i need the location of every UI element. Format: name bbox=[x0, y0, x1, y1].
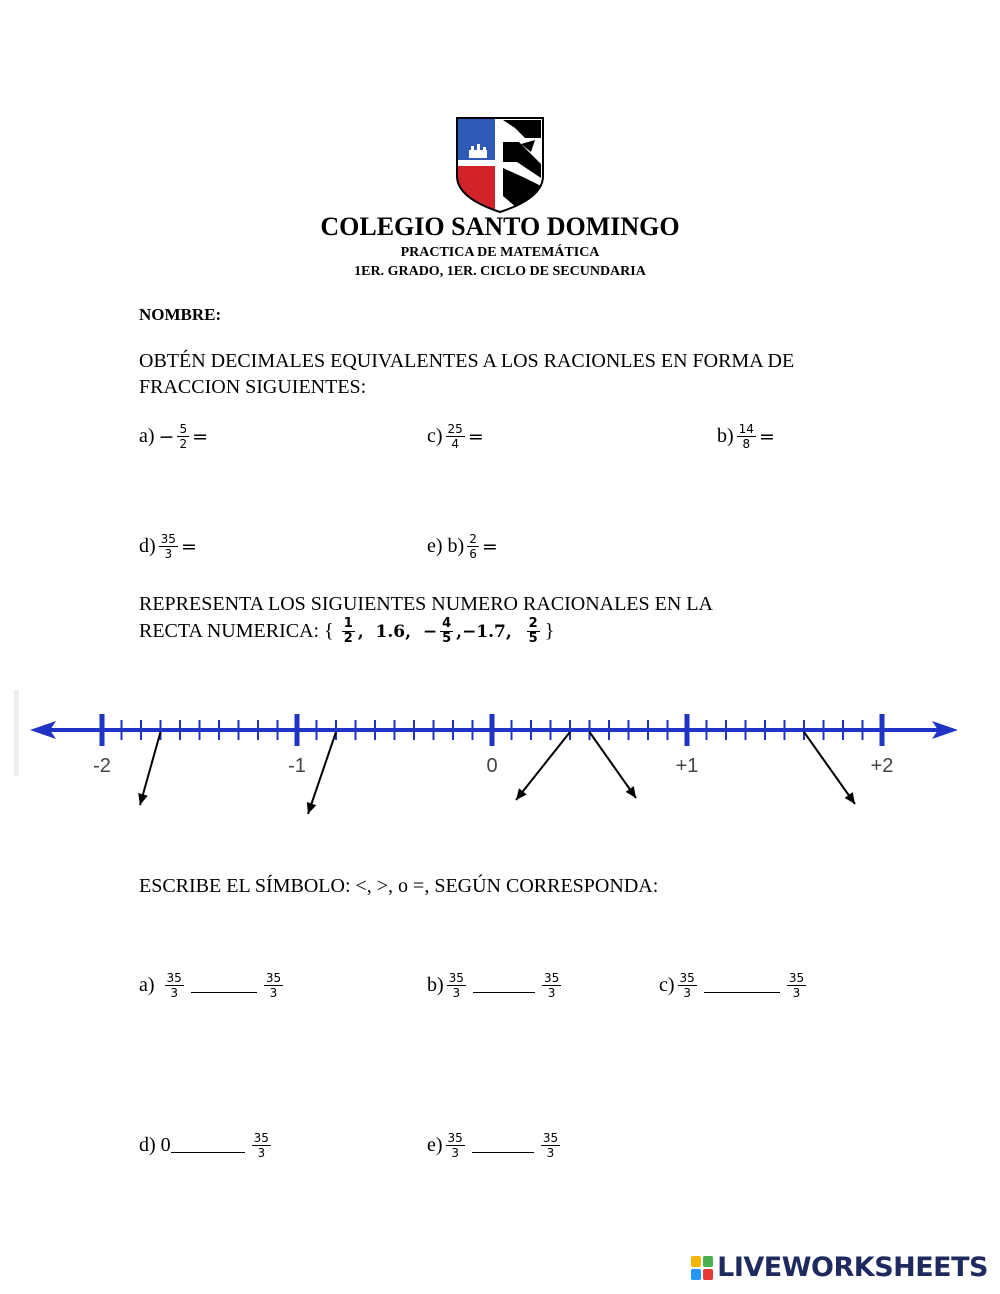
minus-sign: − bbox=[158, 425, 175, 448]
answer-blank[interactable] bbox=[472, 1138, 534, 1153]
set-value: $\frac{4}{5}$ bbox=[442, 616, 452, 646]
right-fraction: $\frac{35}{3}$ bbox=[265, 971, 282, 1000]
pointer-arrow bbox=[804, 732, 855, 804]
comparison-item[interactable] bbox=[427, 1131, 563, 1160]
brand-name: LIVEWORKSHEETS bbox=[717, 1252, 988, 1283]
section3-instruction: ESCRIBE EL SÍMBOLO: <, >, o =, SEGÚN CORRESPONDA: bbox=[139, 875, 659, 897]
axis-label: +1 bbox=[675, 755, 699, 777]
comparison-item[interactable] bbox=[139, 1131, 274, 1160]
left-fraction: $\frac{35}{3}$ bbox=[448, 971, 464, 1000]
equals-sign: = bbox=[180, 535, 197, 558]
comparison-item[interactable] bbox=[427, 971, 564, 1000]
fraction: $\frac{5}{2}$ bbox=[179, 422, 188, 451]
right-fraction: $\frac{35}{3}$ bbox=[788, 971, 805, 1000]
exercise-item[interactable] bbox=[717, 422, 775, 451]
item-label: c) bbox=[427, 425, 443, 447]
axis-label: 0 bbox=[486, 755, 498, 777]
item-label: d) 0 bbox=[139, 1134, 171, 1156]
left-fraction: $\frac{35}{3}$ bbox=[447, 1131, 463, 1160]
axis-label: -1 bbox=[288, 755, 306, 777]
brand-square bbox=[691, 1256, 701, 1267]
fraction: $\frac{2}{6}$ bbox=[469, 532, 477, 561]
number-line bbox=[0, 690, 1000, 820]
right-fraction: $\frac{35}{3}$ bbox=[253, 1131, 269, 1160]
exercise-item[interactable] bbox=[139, 422, 208, 451]
fraction: $\frac{14}{8}$ bbox=[738, 422, 754, 451]
name-label: NOMBRE: bbox=[139, 305, 222, 324]
comparison-item[interactable] bbox=[659, 971, 809, 1000]
item-label: e) b) bbox=[427, 535, 465, 557]
equals-sign: = bbox=[192, 425, 209, 448]
left-fraction: $\frac{35}{3}$ bbox=[166, 971, 182, 1000]
equals-sign: = bbox=[758, 425, 775, 448]
liveworksheets-logo[interactable] bbox=[691, 1252, 988, 1283]
item-label: b) bbox=[427, 974, 444, 996]
pointer-arrow bbox=[516, 732, 570, 800]
answer-blank[interactable] bbox=[171, 1138, 245, 1153]
right-fraction: $\frac{35}{3}$ bbox=[542, 1131, 559, 1160]
section2-instruction: REPRESENTA LOS SIGUIENTES NUMERO RACIONALES EN LA bbox=[139, 593, 713, 615]
school-name: COLEGIO SANTO DOMINGO bbox=[320, 212, 680, 241]
equals-sign: = bbox=[481, 535, 498, 558]
brand-square bbox=[691, 1269, 701, 1280]
brand-square bbox=[703, 1269, 713, 1280]
set-close: } bbox=[544, 620, 555, 642]
set-value: 1.6 bbox=[375, 621, 406, 642]
axis-label: -2 bbox=[93, 755, 111, 777]
fraction: $\frac{25}{4}$ bbox=[447, 422, 463, 451]
school-crest-logo bbox=[455, 116, 545, 214]
grade-level: 1ER. GRADO, 1ER. CICLO DE SECUNDARIA bbox=[354, 264, 646, 279]
exercise-item[interactable] bbox=[139, 532, 197, 561]
pointer-arrow bbox=[307, 732, 336, 814]
fraction: $\frac{35}{3}$ bbox=[160, 532, 176, 561]
comparison-item[interactable] bbox=[139, 971, 286, 1000]
exercise-item[interactable] bbox=[427, 532, 498, 561]
brand-mark-icon bbox=[691, 1256, 713, 1280]
set-value: −1.7 bbox=[462, 621, 506, 642]
left-fraction: $\frac{35}{3}$ bbox=[679, 971, 695, 1000]
pointer-arrow bbox=[590, 732, 637, 798]
answer-blank[interactable] bbox=[473, 978, 535, 993]
section1-instruction: OBTÉN DECIMALES EQUIVALENTES A LOS RACIONLES EN FORMA DE FRACCION SIGUIENTES: bbox=[139, 350, 795, 398]
worksheet-subtitle: PRACTICA DE MATEMÁTICA bbox=[400, 245, 600, 260]
brand-square bbox=[703, 1256, 713, 1267]
item-label: d) bbox=[139, 535, 156, 557]
exercise-item[interactable] bbox=[427, 422, 484, 451]
item-label: b) bbox=[717, 425, 734, 447]
pointer-arrow bbox=[138, 732, 160, 805]
set-minus-sign: − bbox=[422, 621, 438, 642]
set-value: $\frac{2}{5}$ bbox=[528, 616, 538, 646]
set-value: $\frac{1}{2}$ bbox=[343, 616, 353, 646]
equals-sign: = bbox=[467, 425, 484, 448]
answer-blank[interactable] bbox=[704, 978, 780, 993]
item-label: a) bbox=[139, 974, 155, 996]
item-label: c) bbox=[659, 974, 675, 996]
axis-label: +2 bbox=[870, 755, 894, 777]
item-label: e) bbox=[427, 1134, 443, 1156]
rational-set: RECTA NUMERICA: { $\frac{1}{2}$ , 1.6 , − $\frac{4}{5}$ , −1.7 , $\frac{2}{5}$ } bbox=[139, 616, 555, 646]
item-label: a) bbox=[139, 425, 155, 447]
set-prefix: RECTA NUMERICA: { bbox=[139, 620, 334, 642]
right-fraction: $\frac{35}{3}$ bbox=[543, 971, 560, 1000]
answer-blank[interactable] bbox=[191, 978, 257, 993]
